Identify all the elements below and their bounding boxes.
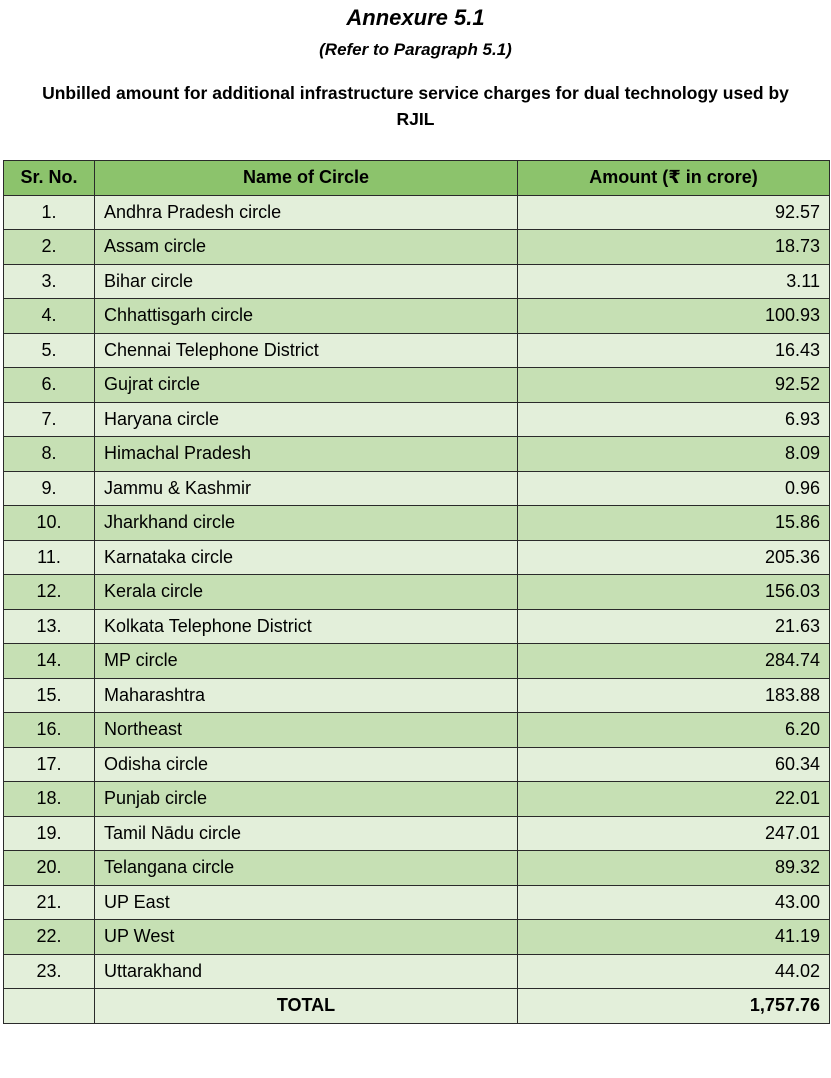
table-row [4, 816, 830, 851]
row-amount: 100.93 [518, 299, 830, 334]
table-row [4, 471, 830, 506]
row-circle-name: Punjab circle [95, 782, 518, 817]
table-total-row [4, 989, 830, 1024]
row-circle-name: UP East [95, 885, 518, 920]
table-row [4, 195, 830, 230]
table-row [4, 678, 830, 713]
table-row [4, 954, 830, 989]
row-sr-no: 18. [4, 782, 95, 817]
total-amount: 1,757.76 [518, 989, 830, 1024]
row-amount: 18.73 [518, 230, 830, 265]
table-row [4, 609, 830, 644]
row-amount: 21.63 [518, 609, 830, 644]
row-circle-name: Chhattisgarh circle [95, 299, 518, 334]
table-row [4, 437, 830, 472]
row-circle-name: Karnataka circle [95, 540, 518, 575]
row-circle-name: Assam circle [95, 230, 518, 265]
column-header-amount: Amount (₹ in crore) [518, 161, 830, 196]
row-circle-name: Jharkhand circle [95, 506, 518, 541]
row-circle-name: Gujrat circle [95, 368, 518, 403]
table-row [4, 747, 830, 782]
table-row [4, 368, 830, 403]
row-sr-no: 8. [4, 437, 95, 472]
row-amount: 183.88 [518, 678, 830, 713]
annexure-title: Annexure 5.1 [346, 5, 485, 30]
row-circle-name: Bihar circle [95, 264, 518, 299]
column-header-sr-no: Sr. No. [4, 161, 95, 196]
row-amount: 89.32 [518, 851, 830, 886]
row-sr-no: 16. [4, 713, 95, 748]
paragraph-reference: (Refer to Paragraph 5.1) [319, 40, 512, 59]
row-amount: 8.09 [518, 437, 830, 472]
row-circle-name: Telangana circle [95, 851, 518, 886]
row-amount: 16.43 [518, 333, 830, 368]
row-circle-name: Himachal Pradesh [95, 437, 518, 472]
document-heading [0, 80, 831, 132]
row-sr-no: 11. [4, 540, 95, 575]
column-header-circle-name: Name of Circle [95, 161, 518, 196]
row-amount: 3.11 [518, 264, 830, 299]
row-circle-name: Northeast [95, 713, 518, 748]
row-circle-name: Odisha circle [95, 747, 518, 782]
row-sr-no: 1. [4, 195, 95, 230]
row-circle-name: Andhra Pradesh circle [95, 195, 518, 230]
row-sr-no: 2. [4, 230, 95, 265]
heading-line-2: RJIL [396, 109, 435, 129]
table-row [4, 299, 830, 334]
row-amount: 44.02 [518, 954, 830, 989]
row-circle-name: Chennai Telephone District [95, 333, 518, 368]
table-header-row [4, 161, 830, 196]
total-sr-empty [4, 989, 95, 1024]
row-sr-no: 21. [4, 885, 95, 920]
row-sr-no: 9. [4, 471, 95, 506]
row-sr-no: 20. [4, 851, 95, 886]
row-circle-name: Tamil Nādu circle [95, 816, 518, 851]
table-row [4, 713, 830, 748]
row-sr-no: 22. [4, 920, 95, 955]
table-row [4, 333, 830, 368]
table-row [4, 644, 830, 679]
row-sr-no: 5. [4, 333, 95, 368]
row-amount: 247.01 [518, 816, 830, 851]
row-amount: 22.01 [518, 782, 830, 817]
table-row [4, 920, 830, 955]
row-sr-no: 13. [4, 609, 95, 644]
row-sr-no: 19. [4, 816, 95, 851]
row-sr-no: 12. [4, 575, 95, 610]
row-circle-name: UP West [95, 920, 518, 955]
row-sr-no: 14. [4, 644, 95, 679]
row-amount: 284.74 [518, 644, 830, 679]
table-row [4, 402, 830, 437]
table-row [4, 506, 830, 541]
row-amount: 205.36 [518, 540, 830, 575]
row-amount: 43.00 [518, 885, 830, 920]
table-row [4, 851, 830, 886]
table-row [4, 782, 830, 817]
row-amount: 92.57 [518, 195, 830, 230]
row-circle-name: Jammu & Kashmir [95, 471, 518, 506]
row-sr-no: 15. [4, 678, 95, 713]
row-sr-no: 4. [4, 299, 95, 334]
row-sr-no: 6. [4, 368, 95, 403]
table-row [4, 575, 830, 610]
row-amount: 0.96 [518, 471, 830, 506]
table-row [4, 230, 830, 265]
table-body [4, 195, 830, 1023]
row-sr-no: 3. [4, 264, 95, 299]
row-circle-name: MP circle [95, 644, 518, 679]
row-sr-no: 17. [4, 747, 95, 782]
row-sr-no: 10. [4, 506, 95, 541]
row-circle-name: Kerala circle [95, 575, 518, 610]
row-sr-no: 23. [4, 954, 95, 989]
row-circle-name: Haryana circle [95, 402, 518, 437]
row-amount: 6.93 [518, 402, 830, 437]
row-amount: 92.52 [518, 368, 830, 403]
table-row [4, 540, 830, 575]
row-amount: 60.34 [518, 747, 830, 782]
total-label: TOTAL [95, 989, 518, 1024]
circle-amount-table [3, 160, 830, 1024]
row-amount: 41.19 [518, 920, 830, 955]
row-amount: 156.03 [518, 575, 830, 610]
row-circle-name: Uttarakhand [95, 954, 518, 989]
table-row [4, 885, 830, 920]
row-sr-no: 7. [4, 402, 95, 437]
row-amount: 15.86 [518, 506, 830, 541]
row-circle-name: Maharashtra [95, 678, 518, 713]
heading-line-1: Unbilled amount for additional infrastructure service charges for dual technology used by [42, 83, 789, 103]
row-amount: 6.20 [518, 713, 830, 748]
table-row [4, 264, 830, 299]
row-circle-name: Kolkata Telephone District [95, 609, 518, 644]
